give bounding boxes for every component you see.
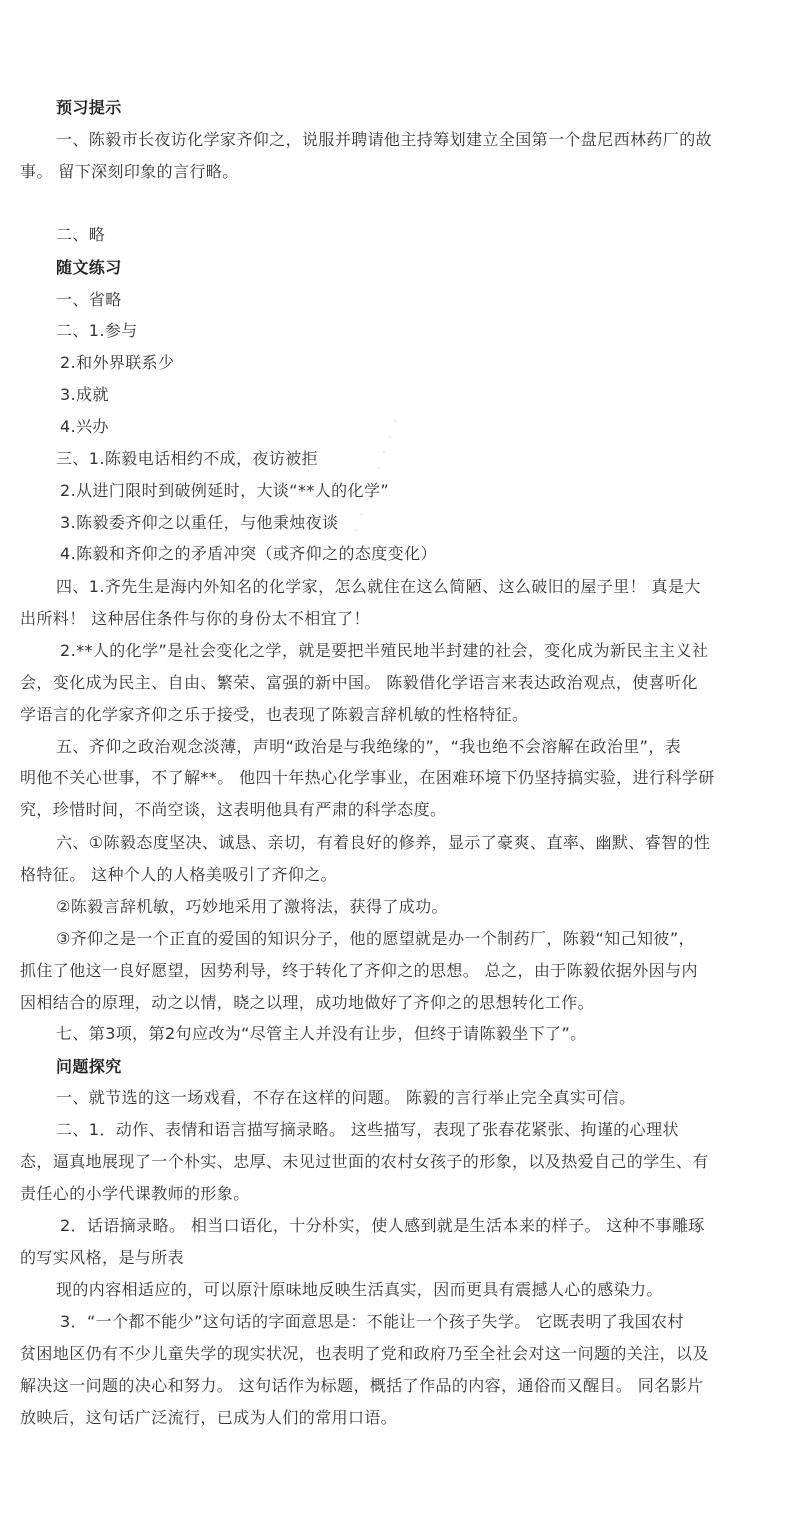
text-line: 2.**人的化学”是社会变化之学，就是要把半殖民地半封建的社会，变化成为新民主主义社 <box>60 641 709 660</box>
text-line: 4.陈毅和齐仰之的矛盾冲突（或齐仰之的态度变化） <box>60 544 437 563</box>
text-line: 解决这一问题的决心和努力。 这句话作为标题，概括了作品的内容，通俗而又醒目。 同名影片 <box>20 1376 704 1395</box>
text-line: 究，珍惜时间，不尚空谈，这表明他具有严肃的科学态度。 <box>20 800 447 819</box>
text-line: 事。 留下深刻印象的言行略。 <box>20 162 239 181</box>
text-line: 六、①陈毅态度坚决、诚恳、亲切，有着良好的修养，显示了豪爽、直率、幽默、睿智的性 <box>56 833 711 852</box>
watermark: · · · · · · · · · · <box>330 412 412 571</box>
text-line: 态，逼真地展现了一个朴实、忠厚、未见过世面的农村女孩子的形象，以及热爱自己的学生、有 <box>20 1152 709 1171</box>
text-line: ③齐仰之是一个正直的爱国的知识分子，他的愿望就是办一个制药厂，陈毅“知己知彼”， <box>56 929 695 948</box>
text-line: 二、略 <box>56 225 106 244</box>
text-line: 2.从进门限时到破例延时，大谈“**人的化学” <box>60 481 390 500</box>
text-line: 三、1.陈毅电话相约不成，夜访被拒 <box>56 449 319 468</box>
text-line: 责任心的小学代课教师的形象。 <box>20 1184 250 1203</box>
text-line: 五、齐仰之政治观念淡薄，声明“政治是与我绝缘的”，“我也绝不会溶解在政治里”，表 <box>56 737 682 756</box>
text-line: ②陈毅言辞机敏，巧妙地采用了激将法，获得了成功。 <box>56 897 448 916</box>
text-line: 4.兴办 <box>60 417 109 436</box>
text-line: 3．“一个都不能少”这句话的字面意思是：不能让一个孩子失学。 它既表明了我国农村 <box>60 1312 684 1331</box>
section-heading-practice: 随文练习 <box>56 258 122 277</box>
text-line: 放映后，这句话广泛流行，已成为人们的常用口语。 <box>20 1408 398 1427</box>
text-line: 一、就节选的这一场戏看，不存在这样的问题。 陈毅的言行举止完全真实可信。 <box>56 1088 636 1107</box>
text-line: 二、1．动作、表情和语言描写摘录略。 这些描写，表现了张春花紧张、拘谨的心理状 <box>56 1120 679 1139</box>
text-line: 明他不关心世事，不了解**。 他四十年热心化学事业，在困难环境下仍坚持搞实验，进行科学研 <box>20 768 715 787</box>
text-line: 贫困地区仍有不少儿童失学的现实状况，也表明了党和政府乃至全社会对这一问题的关注，以及 <box>20 1344 709 1363</box>
section-heading-preview: 预习提示 <box>56 98 122 117</box>
text-line: 2.和外界联系少 <box>60 353 175 372</box>
text-line: 3.陈毅委齐仰之以重任，与他秉烛夜谈 <box>60 513 339 532</box>
text-line: 3.成就 <box>60 385 109 404</box>
text-line: 抓住了他这一良好愿望，因势利导，终于转化了齐仰之的思想。 总之，由于陈毅依据外因与内 <box>20 961 698 980</box>
text-line: 格特征。 这种个人的人格美吸引了齐仰之。 <box>20 865 338 884</box>
text-line: 二、1.参与 <box>56 321 138 340</box>
text-line: 一、省略 <box>56 290 122 309</box>
text-line: 七、第3项，第2句应改为“尽管主人并没有让步，但终于请陈毅坐下了”。 <box>56 1024 587 1043</box>
text-line: 四、1.齐先生是海内外知名的化学家，怎么就住在这么简陋、这么破旧的屋子里！ 真是大 <box>56 577 701 596</box>
text-line: 一、陈毅市长夜访化学家齐仰之，说服并聘请他主持筹划建立全国第一个盘尼西林药厂的故 <box>56 130 713 149</box>
text-line: 出所料！ 这种居住条件与你的身份太不相宜了！ <box>20 609 370 628</box>
text-line: 学语言的化学家齐仰之乐于接受，也表现了陈毅言辞机敏的性格特征。 <box>20 705 529 724</box>
section-heading-explore: 问题探究 <box>56 1057 122 1076</box>
text-line: 的写实风格，是与所表 <box>20 1248 185 1267</box>
text-line: 现的内容相适应的，可以原汁原味地反映生活真实，因而更具有震撼人心的感染力。 <box>56 1280 663 1299</box>
text-line: 因相结合的原理，动之以情，晓之以理，成功地做好了齐仰之的思想转化工作。 <box>20 993 595 1012</box>
text-line: 会，变化成为民主、自由、繁荣、富强的新中国。 陈毅借化学语言来表达政治观点，使喜听化 <box>20 673 698 692</box>
text-line: 2．话语摘录略。 相当口语化，十分朴实，使人感到就是生活本来的样子。 这种不事雕琢 <box>60 1216 705 1235</box>
